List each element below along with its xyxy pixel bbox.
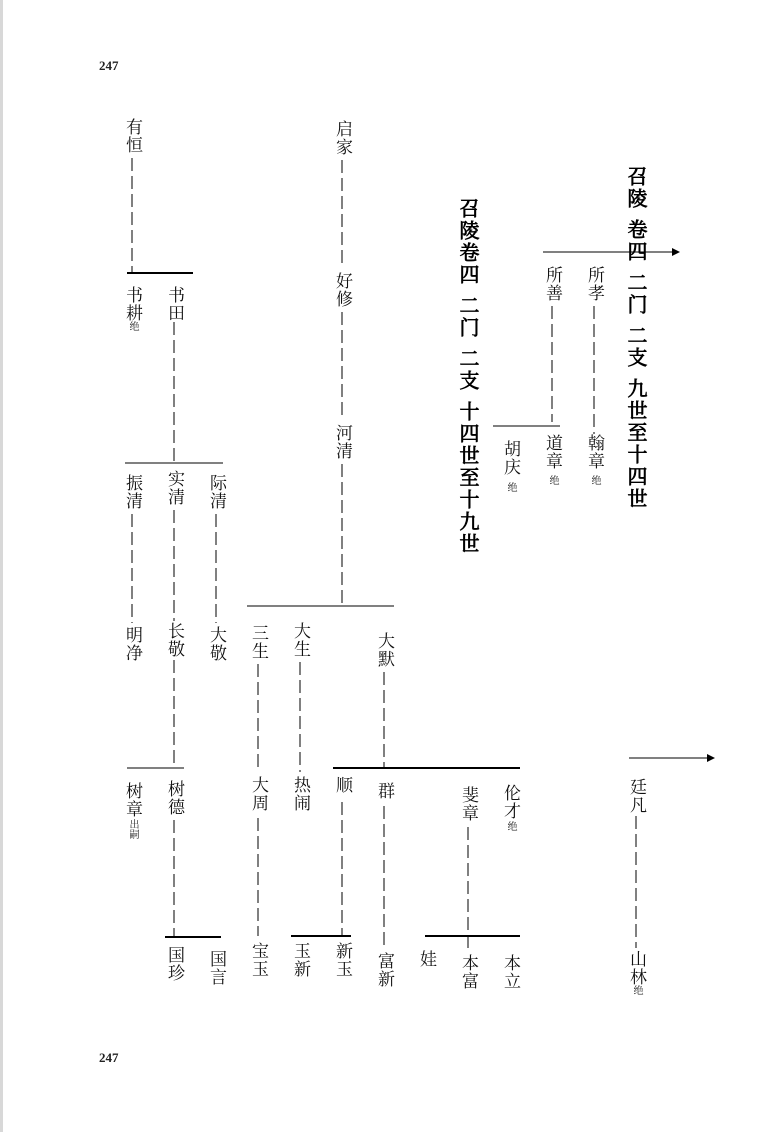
note-hanzhang: 绝 (589, 475, 600, 485)
name-shutian: 书田 (164, 286, 184, 322)
page-number-bottom: 247 (99, 1050, 119, 1065)
name-daozhang: 道章 (542, 434, 562, 470)
name-yuxin: 玉新 (290, 942, 310, 978)
name-shugeng: 书耕 (122, 286, 142, 322)
name-feizhang: 斐章 (458, 786, 478, 822)
name-sansheng: 三生 (248, 624, 268, 660)
note-shugeng: 绝 (127, 321, 138, 331)
name-baoyu: 宝玉 (248, 942, 268, 978)
name-hanzhang: 翰章 (584, 434, 604, 470)
section-title-middle: 召陵卷四 二门 二支 十四世至十九世 (456, 198, 480, 555)
name-mingjing: 明净 (122, 626, 142, 662)
name-shanlin: 山林 (626, 950, 646, 986)
name-zhenqing: 振清 (122, 474, 142, 510)
note-daozhang: 绝 (547, 475, 558, 485)
name-qun: 群 (374, 782, 394, 800)
note-huqing: 绝 (505, 482, 516, 492)
name-luncai: 伦才 (500, 784, 520, 820)
name-heqing: 河清 (332, 424, 352, 460)
name-xinyu: 新玉 (332, 942, 352, 978)
name-jiqing: 际清 (206, 474, 226, 510)
name-benfu: 本富 (458, 954, 478, 990)
name-suoshan: 所善 (542, 266, 562, 302)
name-fuxin: 富新 (374, 952, 394, 988)
name-guozhen: 国珍 (164, 946, 184, 982)
name-shun: 顺 (332, 776, 352, 794)
name-wa: 娃 (416, 950, 436, 968)
name-qijia: 启家 (332, 120, 352, 156)
section-title-right: 召陵 卷四 二门 二支 九世至十四世 (624, 166, 648, 510)
page-number-top: 247 (99, 58, 119, 73)
name-suoxiao: 所孝 (584, 266, 604, 302)
name-benli: 本立 (500, 954, 520, 990)
name-shiqing: 实清 (164, 470, 184, 506)
note-shuzhang: 出嗣 (127, 819, 138, 839)
name-haoxiu: 好修 (332, 272, 352, 308)
name-shude: 树德 (164, 780, 184, 816)
note-shanlin: 绝 (631, 985, 642, 995)
name-shuzhang: 树章 (122, 782, 142, 818)
name-tingfan: 廷凡 (626, 778, 646, 814)
note-luncai: 绝 (505, 821, 516, 831)
name-dasheng: 大生 (290, 622, 310, 658)
name-youheng: 有恒 (122, 118, 142, 154)
name-guoyan: 国言 (206, 950, 226, 986)
name-renao: 热闹 (290, 776, 310, 812)
name-changjing: 长敬 (164, 622, 184, 658)
name-huqing: 胡庆 (500, 440, 520, 476)
name-damo: 大默 (374, 632, 394, 668)
name-dazhou: 大周 (248, 776, 268, 812)
name-dajing: 大敬 (206, 626, 226, 662)
